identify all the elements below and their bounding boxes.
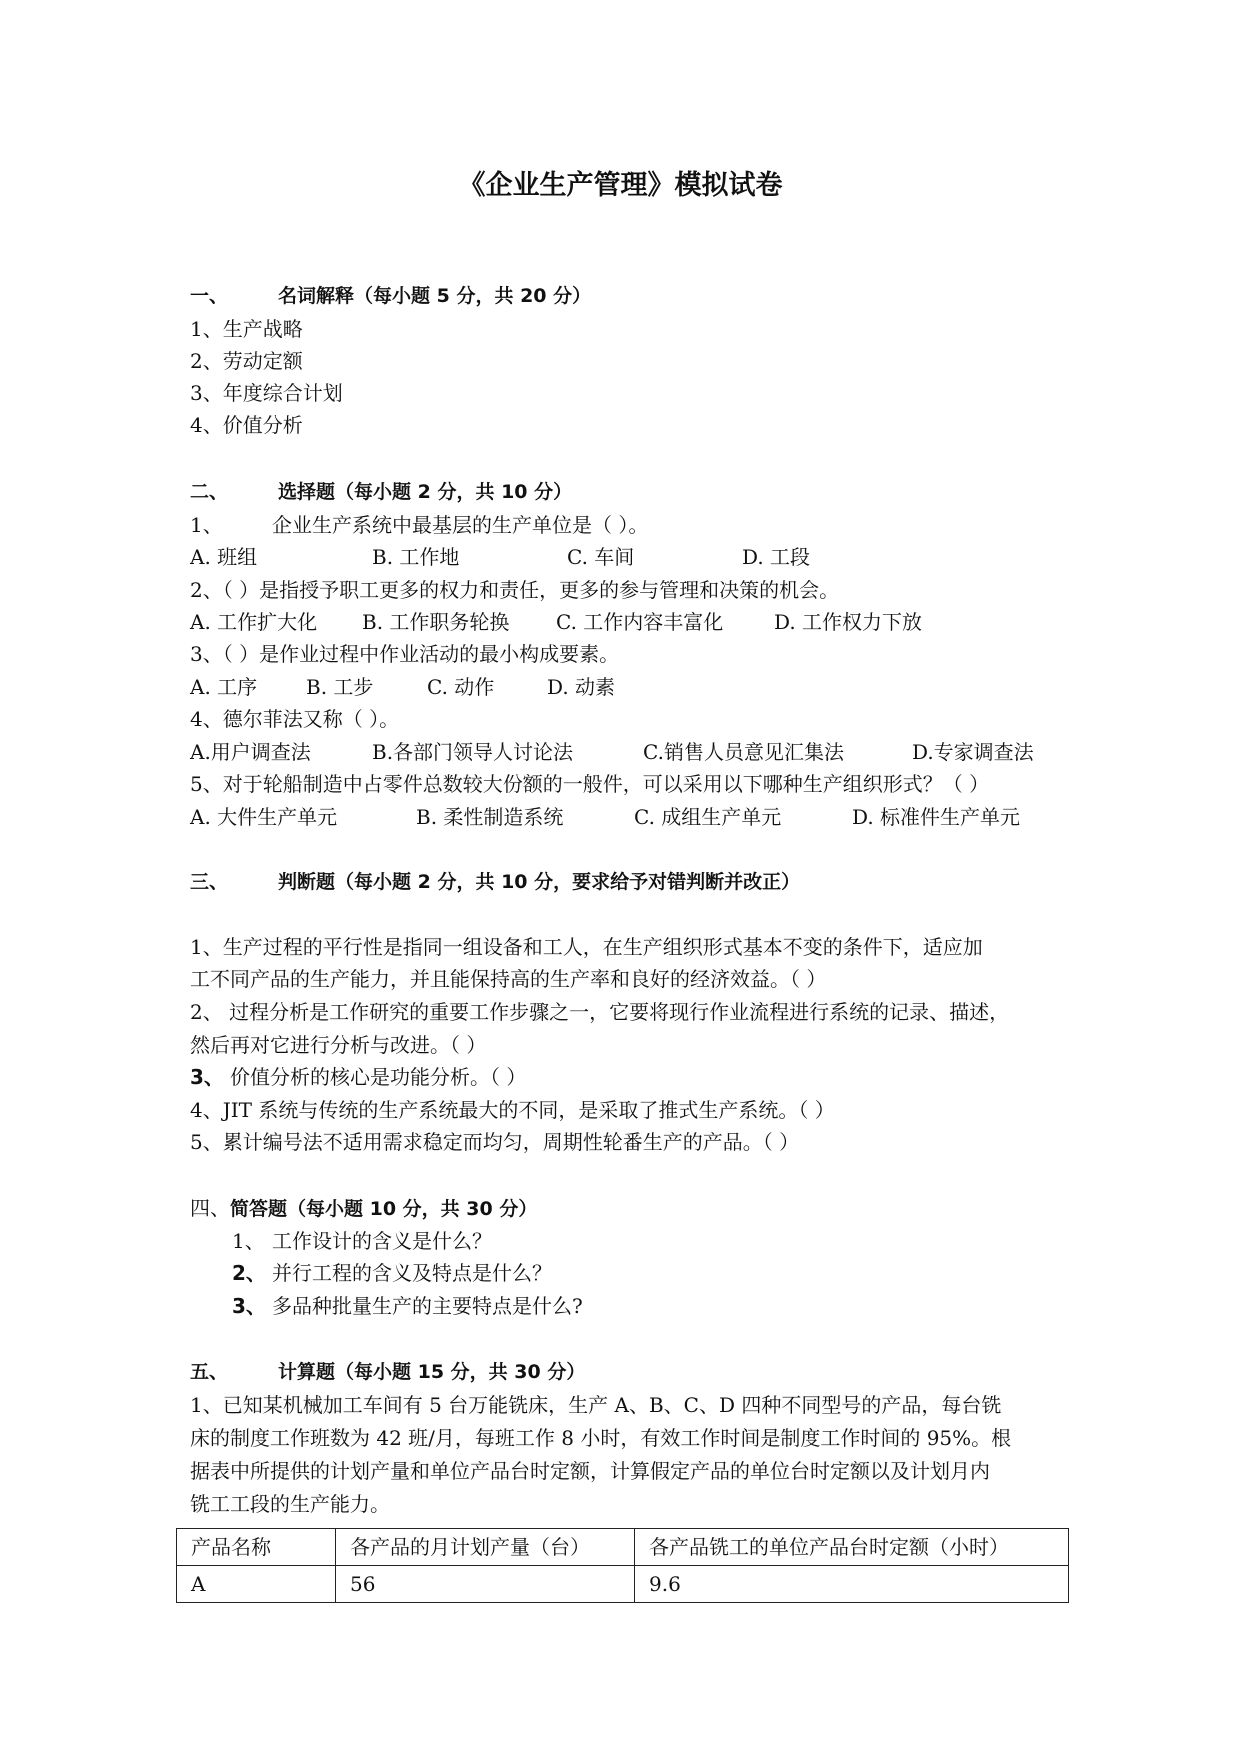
option-d: D. 动素	[547, 675, 616, 699]
column-header: 产品名称	[177, 1529, 336, 1566]
option-c: C. 成组生产单元	[634, 805, 782, 829]
section-title: 计算题（每小题 15 分，共 30 分）	[278, 1361, 586, 1383]
list-item: 1、生产战略	[190, 317, 303, 341]
section-number: 五、	[190, 1361, 229, 1383]
option-a: A. 班组	[190, 545, 258, 569]
section-title: 判断题（每小题 2 分，共 10 分，要求给予对错判断并改正）	[278, 871, 801, 893]
option-b: B. 工步	[306, 675, 374, 699]
judge-question-1-line-2: 工不同产品的生产能力，并且能保持高的生产率和良好的经济效益。（ ）	[190, 967, 827, 991]
production-data-table	[176, 1528, 1069, 1603]
option-b: B.各部门领导人讨论法	[372, 740, 574, 764]
question-2: 2、（ ）是指授予职工更多的权力和责任，更多的参与管理和决策的机会。	[190, 578, 840, 602]
list-item: 2、劳动定额	[190, 349, 303, 373]
option-d: D. 工作权力下放	[774, 610, 923, 634]
judge-question-2-line-1: 2、 过程分析是工作研究的重要工作步骤之一，它要将现行作业流程进行系统的记录、描述，	[190, 1000, 1010, 1024]
list-item: 4、价值分析	[190, 413, 303, 437]
option-a: A.用户调查法	[190, 740, 311, 764]
short-question-2	[232, 1259, 552, 1287]
section-number: 一、	[190, 285, 229, 307]
question-text: 价值分析的核心是功能分析。（ ）	[230, 1065, 527, 1089]
question-4: 4、德尔菲法又称（ ）。	[190, 707, 400, 731]
section-2-header	[190, 478, 572, 506]
question-number: 1、	[190, 513, 223, 537]
option-c: C. 车间	[567, 545, 635, 569]
question-5: 5、对于轮船制造中占零件总数较大份额的一般件，可以采用以下哪种生产组织形式？（ ）	[190, 772, 990, 796]
table-cell: 9.6	[635, 1566, 1069, 1603]
option-c: C. 动作	[427, 675, 495, 699]
column-header: 各产品铣工的单位产品台时定额（小时）	[635, 1529, 1069, 1566]
judge-question-3	[190, 1063, 526, 1091]
option-d: D.专家调查法	[912, 740, 1034, 764]
section-5-header	[190, 1358, 585, 1386]
table-cell: A	[177, 1566, 336, 1603]
question-text: 企业生产系统中最基层的生产单位是（ ）。	[272, 513, 649, 537]
question-number: 3、	[232, 1294, 266, 1318]
option-a: A. 工作扩大化	[190, 610, 318, 634]
question-text: 并行工程的含义及特点是什么？	[272, 1261, 552, 1285]
table-row	[177, 1566, 1069, 1603]
option-b: B. 工作地	[372, 545, 460, 569]
question-number: 1、	[232, 1229, 265, 1253]
section-title: 选择题（每小题 2 分，共 10 分）	[278, 481, 573, 503]
judge-question-5: 5、累计编号法不适用需求稳定而均匀，周期性轮番生产的产品。（ ）	[190, 1130, 800, 1154]
option-b: B. 柔性制造系统	[416, 805, 564, 829]
short-question-3	[232, 1292, 583, 1320]
section-number: 二、	[190, 481, 229, 503]
question-text: 多品种批量生产的主要特点是什么?	[272, 1294, 583, 1318]
calc-question-line-3: 据表中所提供的计划产量和单位产品台时定额，计算假定产品的单位台时定额以及计划月内	[190, 1459, 990, 1483]
section-number: 四、	[190, 1196, 230, 1220]
section-title: 简答题（每小题 10 分，共 30 分）	[230, 1198, 538, 1220]
section-title: 名词解释（每小题 5 分，共 20 分）	[278, 285, 592, 307]
question-3: 3、（ ）是作业过程中作业活动的最小构成要素。	[190, 642, 620, 666]
table-header-row	[177, 1529, 1069, 1566]
page-title: 《企业生产管理》模拟试卷	[458, 170, 783, 201]
column-header: 各产品的月计划产量（台）	[336, 1529, 635, 1566]
judge-question-2-line-2: 然后再对它进行分析与改进。（ ）	[190, 1033, 487, 1057]
judge-question-4: 4、JIT 系统与传统的生产系统最大的不同，是采取了推式生产系统。（ ）	[190, 1098, 835, 1122]
option-c: C. 工作内容丰富化	[556, 610, 724, 634]
calc-question-line-4: 铣工工段的生产能力。	[190, 1492, 390, 1516]
table-cell: 56	[336, 1566, 635, 1603]
question-number: 2、	[232, 1261, 266, 1285]
question-number: 3、	[190, 1065, 224, 1089]
section-3-header	[190, 868, 800, 896]
section-1-header	[190, 282, 591, 310]
option-d: D. 工段	[742, 545, 811, 569]
option-d: D. 标准件生产单元	[852, 805, 1021, 829]
option-b: B. 工作职务轮换	[362, 610, 510, 634]
section-number: 三、	[190, 871, 229, 893]
calc-question-line-1: 1、已知某机械加工车间有 5 台万能铣床，生产 A、B、C、D 四种不同型号的产品，每台铣	[190, 1393, 1002, 1417]
question-1	[190, 511, 648, 539]
judge-question-1-line-1: 1、生产过程的平行性是指同一组设备和工人，在生产组织形式基本不变的条件下，适应加	[190, 935, 983, 959]
option-c: C.销售人员意见汇集法	[643, 740, 844, 764]
question-text: 工作设计的含义是什么？	[272, 1229, 492, 1253]
list-item: 3、年度综合计划	[190, 381, 343, 405]
option-a: A. 工序	[190, 675, 258, 699]
section-4-header	[190, 1194, 537, 1223]
short-question-1	[232, 1227, 492, 1255]
calc-question-line-2: 床的制度工作班数为 42 班/月，每班工作 8 小时，有效工作时间是制度工作时间的 95%。根	[190, 1426, 1012, 1450]
option-a: A. 大件生产单元	[190, 805, 338, 829]
